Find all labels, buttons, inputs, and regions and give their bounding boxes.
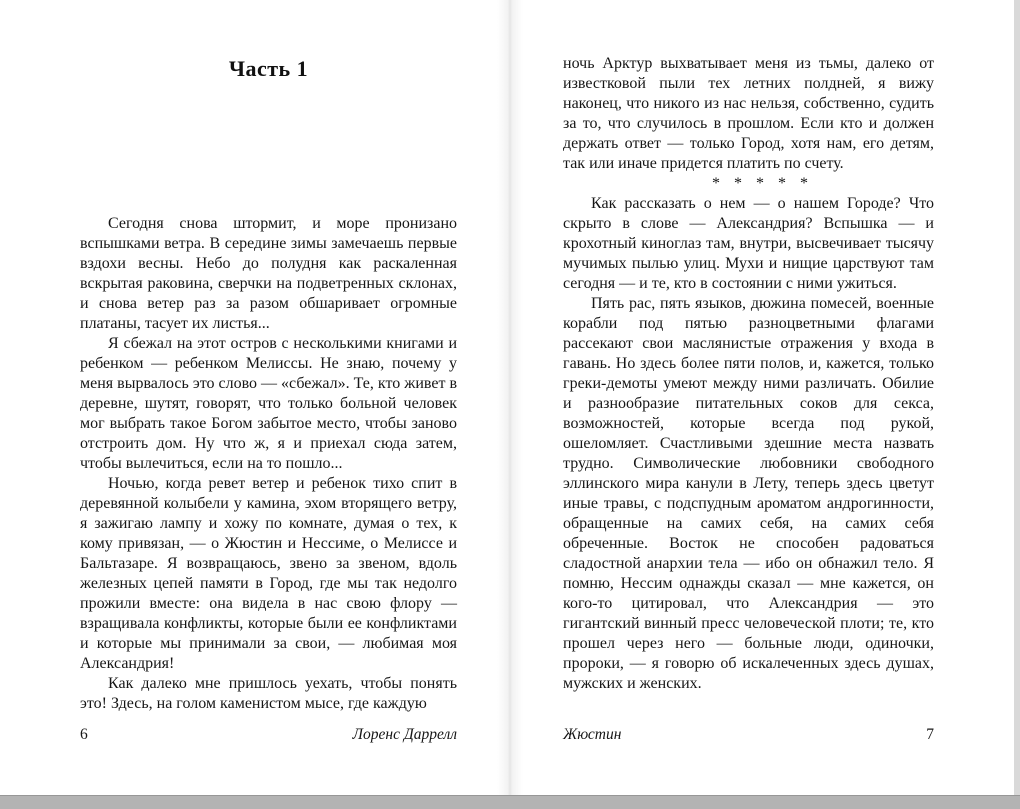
paragraph: Ночью, когда ревет ветер и ребенок тихо спит в деревянной колыбели у камина, эхом вторящего ветру, я зажигаю лампу и хожу по комнате, думая о тех, к кому привязан, — о Жюстин и Нессиме, о Мелиссе и Бальтазаре. Я возвращаюсь, звено за звеном, вдоль железных цепей памяти в Город, где мы так недолго прожили вместе: она видела в нас свою флору — взращивала конфликты, которые были ее конфликтами и которые мы принимали за свои, — любимая моя Александрия! [80, 475, 457, 672]
spine-divider [497, 0, 523, 796]
paragraph: Как рассказать о нем — о нашем Городе? Что скрыто в слове — Александрия? Вспышка — и крохотный киноглаз там, внутри, высвечивает тысячу мучимых пылью улиц. Мухи и нищие царствуют там сегодня — и те, кто в состоянии с ними ужиться. [563, 195, 934, 292]
page-number-right: 7 [926, 726, 934, 743]
section-separator: * * * * * [712, 175, 813, 192]
paragraph: Я сбежал на этот остров с несколькими книгами и ребенком — ребенком Мелиссы. Не знаю, почему у меня вырвалось это слово — «сбежал». Те, кто живет в деревне, шутят, говорят, что только больной человек мог выбрать такое Богом забытое место, чтобы заново отстроить дом. Ну что ж, я и приехал сюда затем, чтобы вылечиться, если на то пошло... [80, 335, 457, 472]
paragraph: Пять рас, пять языков, дюжина помесей, военные корабли под пятью разноцветными флагами рассекают свои маслянистые отражения у входа в гавань. Но здесь более пяти полов, и, кажется, только греки-демоты умеют между ними различать. Обилие и разнообразие питательных соков для секса, возможностей, которые всегда под рукой, ошеломляет. Счастливыми здешние места назвать трудно. Символические любовники свободного эллинского мира канули в Лету, теперь здесь цветут иные травы, с подспудным ароматом андрогинности, обращенные на самих себя, на самих себя обреченные. Восток не способен радоваться сладостной анархии тела — ибо он обнажил тело. Я помню, Нессим однажды сказал — мне кажется, он кого-то цитировал, что Александрия — это гигантский винный пресс человеческой плоти; те, кто прошел через него — больные люди, одиночки, пророки, — я говорю об искалеченных здесь душах, мужских и женских. [563, 295, 934, 692]
paragraph: Как далеко мне пришлось уехать, чтобы понять это! Здесь, на голом каменистом мысе, где каждую [80, 675, 457, 712]
page-number-left: 6 [80, 726, 88, 743]
chapter-heading: Часть 1 [228, 56, 309, 81]
paragraph: Сегодня снова штормит, и море пронизано вспышками ветра. В середине зимы замечаешь первые вздохи весны. Небо до полудня как раскаленная вскрытая раковина, сверчки на подветренных склонах, и снова ветер раз за разом обшаривает огромные платаны, тасует их листья... [80, 215, 457, 332]
paragraph-continuation: ночь Арктур выхватывает меня из тьмы, далеко от известковой пыли тех летних полдней, я вижу наконец, что никого из нас нельзя, собственно, судить за то, что случилось в прошлом. Если кто и должен держать ответ — только Город, хотя нам, его детям, так или иначе придется платить по счету. [563, 55, 934, 172]
page-right [563, 0, 934, 796]
running-title-author: Лоренс Даррелл [352, 726, 457, 743]
right-page-footer [563, 726, 934, 744]
left-page-text-block [80, 214, 457, 714]
book-bottom-edge [0, 795, 1020, 809]
running-title-book: Жюстин [563, 726, 622, 743]
book-right-edge [1014, 0, 1020, 809]
right-page-text-block [563, 54, 934, 694]
page-left [80, 0, 457, 796]
left-page-footer [80, 726, 457, 744]
